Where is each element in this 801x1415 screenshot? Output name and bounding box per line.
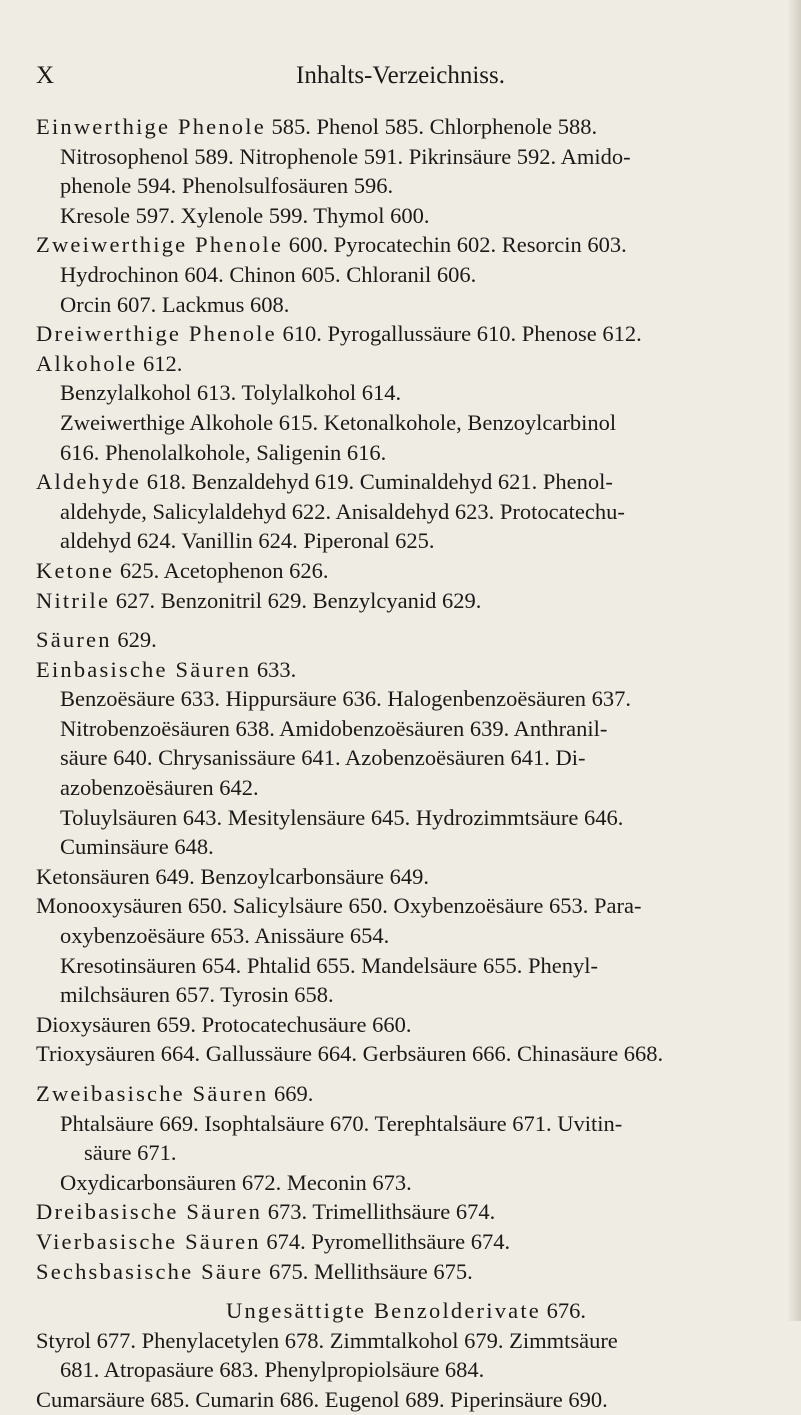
- toc-entry-text: 674. Pyromellithsäure 674.: [260, 1228, 511, 1254]
- toc-line: [36, 1079, 776, 1109]
- toc-entry-text: 610. Pyrogallussäure 610. Phenose 612.: [276, 321, 642, 347]
- section-heading: Sechsbasische Säure: [36, 1258, 264, 1284]
- toc-line: Orcin 607. Lackmus 608.: [60, 291, 290, 317]
- toc-line: Ketonsäuren 649. Benzoylcarbonsäure 649.: [36, 863, 430, 889]
- toc-line: [36, 1197, 776, 1227]
- toc-line: säure 640. Chrysanissäure 641. Azobenzoësäuren 641. Di-: [60, 745, 586, 771]
- toc-line: Cumarsäure 685. Cumarin 686. Eugenol 689. Piperinsäure 690.: [36, 1386, 608, 1412]
- toc-line: azobenzoësäuren 642.: [60, 775, 259, 801]
- toc-line: Nitrobenzoësäuren 638. Amidobenzoësäuren 639. Anthranil-: [60, 715, 608, 741]
- toc-line: [36, 349, 776, 379]
- toc-line: [36, 112, 776, 142]
- section-heading: Ungesättigte Benzolderivate: [226, 1298, 541, 1324]
- toc-entry-text: 585. Phenol 585. Chlorphenole 588.: [265, 114, 598, 139]
- toc-entry-text: 612.: [137, 350, 183, 376]
- section-heading: Dreiwerthige Phenole: [36, 321, 277, 347]
- toc-line: 616. Phenolalkohole, Saligenin 616.: [60, 439, 387, 465]
- toc-line: [36, 556, 776, 586]
- toc-line: Toluylsäuren 643. Mesitylensäure 645. Hydrozimmtsäure 646.: [60, 804, 624, 830]
- toc-line: Phtalsäure 669. Isophtalsäure 670. Terephtalsäure 671. Uvitin-: [60, 1110, 623, 1136]
- toc-entry-text: 676.: [540, 1298, 586, 1324]
- toc-entry-text: 669.: [268, 1081, 314, 1106]
- section-heading: Einbasische Säuren: [36, 656, 252, 682]
- toc-entry-text: 600. Pyrocatechin 602. Resorcin 603.: [283, 232, 627, 258]
- page-number: X: [36, 62, 55, 89]
- toc-line: Trioxysäuren 664. Gallussäure 664. Gerbsäuren 666. Chinasäure 668.: [36, 1041, 664, 1067]
- toc-line: [36, 467, 776, 497]
- section-heading: Dreibasische Säuren: [36, 1199, 263, 1225]
- toc-line: 681. Atropasäure 683. Phenylpropiolsäure 684.: [60, 1357, 485, 1383]
- toc-line: [36, 230, 776, 260]
- running-title: Inhalts-Verzeichniss.: [296, 62, 505, 89]
- toc-line: [36, 586, 776, 616]
- page-edge-shadow: [787, 0, 801, 1321]
- toc-line: milchsäuren 657. Tyrosin 658.: [60, 982, 334, 1008]
- section-heading: Einwerthige Phenole: [36, 114, 266, 139]
- section-heading: Vierbasische Säuren: [36, 1228, 261, 1254]
- section-heading: Zweiwerthige Phenole: [36, 232, 284, 258]
- toc-line: [36, 1227, 776, 1257]
- toc-line: phenole 594. Phenolsulfosäuren 596.: [60, 173, 394, 199]
- toc-entry-text: 633.: [251, 656, 297, 682]
- section-heading: Ketone: [36, 557, 115, 583]
- toc-entry-text: 627. Benzonitril 629. Benzylcyanid 629.: [110, 587, 482, 613]
- toc-entry-text: 629.: [111, 627, 157, 653]
- toc-entry-text: 625. Acetophenon 626.: [114, 557, 329, 583]
- section-heading: Aldehyde: [36, 469, 142, 495]
- toc-line: aldehyde, Salicylaldehyd 622. Anisaldehyd 623. Protocatechu-: [60, 498, 625, 524]
- toc-line: Nitrosophenol 589. Nitrophenole 591. Pikrinsäure 592. Amido-: [60, 143, 631, 169]
- section-heading: Alkohole: [36, 350, 138, 376]
- toc-line: Benzylalkohol 613. Tolylalkohol 614.: [60, 380, 402, 406]
- toc-line: [36, 655, 776, 685]
- toc-line: Zweiwerthige Alkohole 615. Ketonalkohole, Benzoylcarbinol: [60, 409, 617, 435]
- toc-entry-text: 675. Mellithsäure 675.: [263, 1258, 473, 1284]
- toc-line: Benzoësäure 633. Hippursäure 636. Halogenbenzoësäuren 637.: [60, 686, 632, 712]
- toc-line: säure 671.: [84, 1140, 177, 1166]
- toc-line: [36, 1296, 776, 1326]
- section-heading: Nitrile: [36, 587, 111, 613]
- toc-line: aldehyd 624. Vanillin 624. Piperonal 625.: [60, 528, 435, 554]
- table-of-contents: [36, 112, 776, 1415]
- toc-line: Cuminsäure 648.: [60, 834, 214, 860]
- section-heading: Zweibasische Säuren: [36, 1081, 269, 1106]
- toc-line: Oxydicarbonsäuren 672. Meconin 673.: [60, 1169, 412, 1195]
- toc-line: Monooxysäuren 650. Salicylsäure 650. Oxybenzoësäure 653. Para-: [36, 893, 642, 919]
- toc-line: [36, 319, 776, 349]
- toc-line: Hydrochinon 604. Chinon 605. Chloranil 606.: [60, 261, 477, 287]
- toc-line: Kresole 597. Xylenole 599. Thymol 600.: [60, 202, 430, 228]
- toc-line: Kresotinsäuren 654. Phtalid 655. Mandelsäure 655. Phenyl-: [60, 952, 599, 978]
- toc-entry-text: 618. Benzaldehyd 619. Cuminaldehyd 621. Phenol-: [141, 469, 613, 495]
- toc-line: oxybenzoësäure 653. Anissäure 654.: [60, 923, 390, 949]
- toc-line: [36, 1257, 776, 1287]
- toc-line: Dioxysäuren 659. Protocatechusäure 660.: [36, 1011, 412, 1037]
- section-heading: Säuren: [36, 627, 112, 653]
- toc-line: [36, 625, 776, 655]
- toc-line: Styrol 677. Phenylacetylen 678. Zimmtalkohol 679. Zimmtsäure: [36, 1327, 618, 1353]
- toc-entry-text: 673. Trimellithsäure 674.: [262, 1199, 496, 1225]
